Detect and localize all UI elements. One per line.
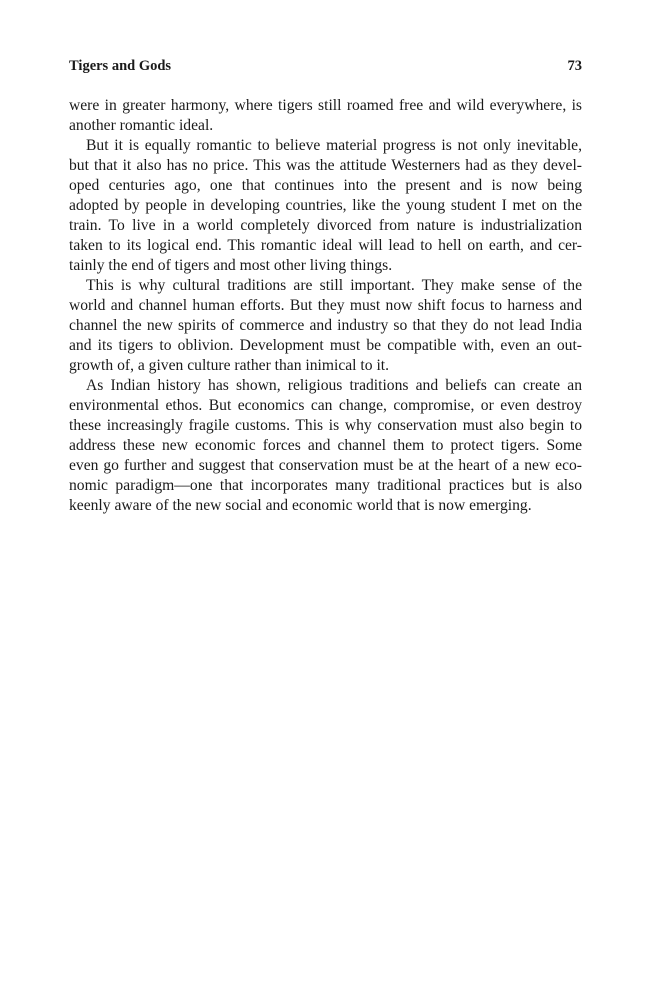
text-line: But it is equally romantic to believe material progress is not only inevitable,	[86, 137, 582, 154]
text-line: nomic paradigm—one that incorporates many traditional practices but is also	[69, 477, 582, 494]
page-number: 73	[567, 58, 582, 74]
text-line: these increasingly fragile customs. This is why conservation must also begin to	[69, 417, 582, 434]
running-head	[69, 57, 582, 75]
text-line: taken to its logical end. This romantic ideal will lead to hell on earth, and cer-	[69, 237, 582, 254]
text-line: even go further and suggest that conservation must be at the heart of a new eco-	[69, 457, 582, 474]
text-line: channel the new spirits of commerce and industry so that they do not lead India	[69, 317, 582, 334]
text-line: environmental ethos. But economics can change, compromise, or even destroy	[69, 397, 582, 414]
text-line: oped centuries ago, one that continues into the present and is now being	[69, 177, 582, 194]
text-line: but that it also has no price. This was the attitude Westerners had as they devel-	[69, 157, 582, 174]
text-line: world and channel human efforts. But they must now shift focus to harness and	[69, 297, 582, 314]
body-text	[69, 96, 582, 516]
text-line: were in greater harmony, where tigers still roamed free and wild everywhere, is	[69, 97, 582, 114]
text-line: tainly the end of tigers and most other living things.	[69, 257, 393, 274]
text-line: address these new economic forces and channel them to protect tigers. Some	[69, 437, 582, 454]
text-line: As Indian history has shown, religious traditions and beliefs can create an	[86, 377, 582, 394]
text-line: adopted by people in developing countries, like the young student I met on the	[69, 197, 582, 214]
text-line: train. To live in a world completely divorced from nature is industrialization	[69, 217, 582, 234]
text-line: growth of, a given culture rather than inimical to it.	[69, 357, 390, 374]
text-line: This is why cultural traditions are still important. They make sense of the	[86, 277, 582, 294]
text-line: another romantic ideal.	[69, 117, 214, 134]
chapter-title: Tigers and Gods	[69, 58, 172, 74]
text-line: and its tigers to oblivion. Development must be compatible with, even an out-	[69, 337, 582, 354]
text-line: keenly aware of the new social and economic world that is now emerging.	[69, 497, 532, 514]
